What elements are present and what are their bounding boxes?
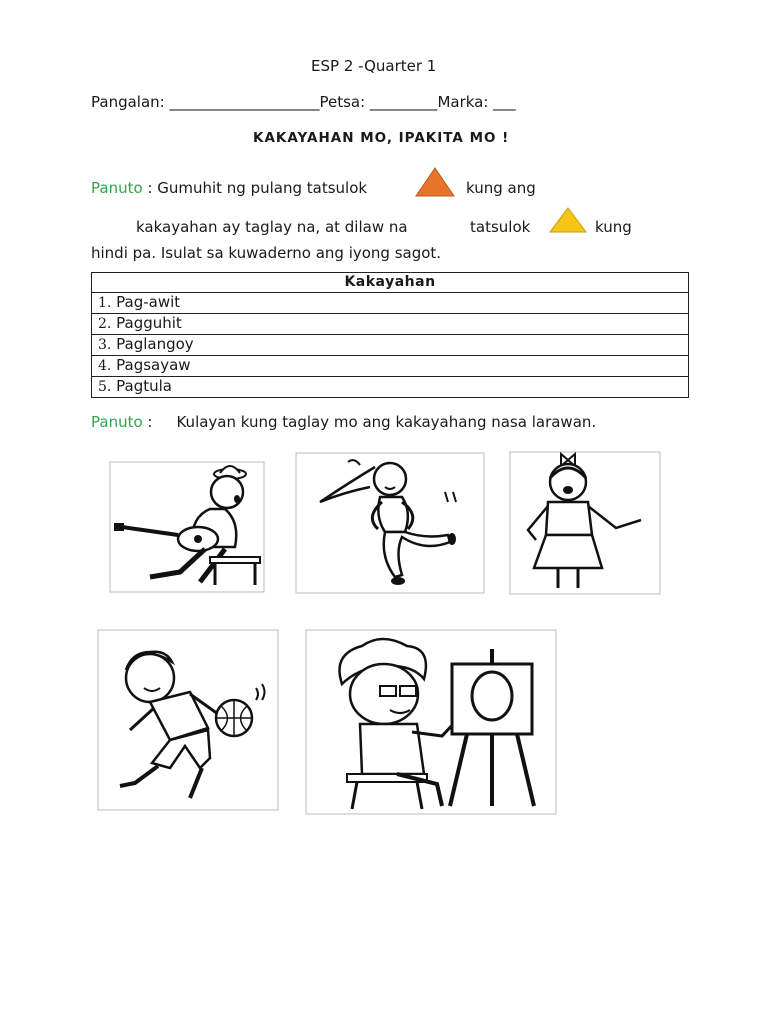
score-field-label: Marka: ___ — [437, 93, 516, 111]
picture-boy-singing — [90, 447, 274, 598]
table-header-row — [92, 273, 689, 293]
instruction-1-text-f: hindi pa. Isulat sa kuwaderno ang iyong sagot. — [91, 244, 442, 262]
row-number: 4. — [98, 358, 112, 374]
instruction-2-line — [91, 413, 596, 431]
row-number: 2. — [98, 316, 112, 332]
table-row — [92, 293, 689, 314]
yellow-triangle-icon — [548, 206, 588, 234]
subject-heading: ESP 2 -Quarter 1 — [311, 57, 437, 75]
table-row — [92, 314, 689, 335]
picture-boy-basketball — [90, 618, 286, 816]
row-number: 1. — [98, 295, 112, 311]
instruction-1-text-d: tatsulok — [470, 218, 531, 236]
instruction-1-line-1 — [91, 179, 367, 197]
table-row — [92, 356, 689, 377]
table-header: Kakayahan — [92, 273, 689, 293]
row-text: Paglangoy — [116, 335, 194, 353]
date-field-label: Petsa: _________ — [319, 93, 438, 111]
dancer-illustration — [290, 447, 496, 598]
row-text: Pagtula — [116, 377, 172, 395]
student-info-line — [91, 93, 516, 111]
painter-illustration — [302, 624, 568, 818]
row-text: Pag-awit — [116, 293, 181, 311]
singer-girl-illustration — [506, 440, 672, 600]
row-number: 5. — [98, 379, 112, 395]
red-triangle-icon — [414, 166, 456, 198]
instruction-1-label: Panuto — [91, 179, 143, 197]
picture-boy-painting — [302, 624, 568, 818]
instruction-1-text-e: kung — [595, 218, 632, 236]
guitar-singer-illustration — [90, 447, 274, 598]
instruction-1-text-b: kung ang — [466, 179, 536, 197]
row-number: 3. — [98, 337, 112, 353]
skills-table — [91, 272, 689, 398]
worksheet-title: KAKAYAHAN MO, IPAKITA MO ! — [253, 130, 510, 146]
table-row — [92, 377, 689, 398]
instruction-1-text-a: : Gumuhit ng pulang tatsulok — [142, 179, 368, 197]
instruction-2-colon: : — [142, 413, 153, 431]
picture-girl-singing — [506, 440, 672, 600]
picture-girl-dancing — [290, 447, 496, 598]
name-field-label: Pangalan: ____________________ — [91, 93, 320, 111]
row-text: Pagguhit — [116, 314, 182, 332]
row-text: Pagsayaw — [116, 356, 191, 374]
basketball-player-illustration — [90, 618, 286, 816]
instruction-2-label: Panuto — [91, 413, 143, 431]
instruction-2-text: Kulayan kung taglay mo ang kakayahang nasa larawan. — [176, 413, 597, 431]
instruction-1-text-c: kakayahan ay taglay na, at dilaw na — [136, 218, 408, 236]
table-row — [92, 335, 689, 356]
